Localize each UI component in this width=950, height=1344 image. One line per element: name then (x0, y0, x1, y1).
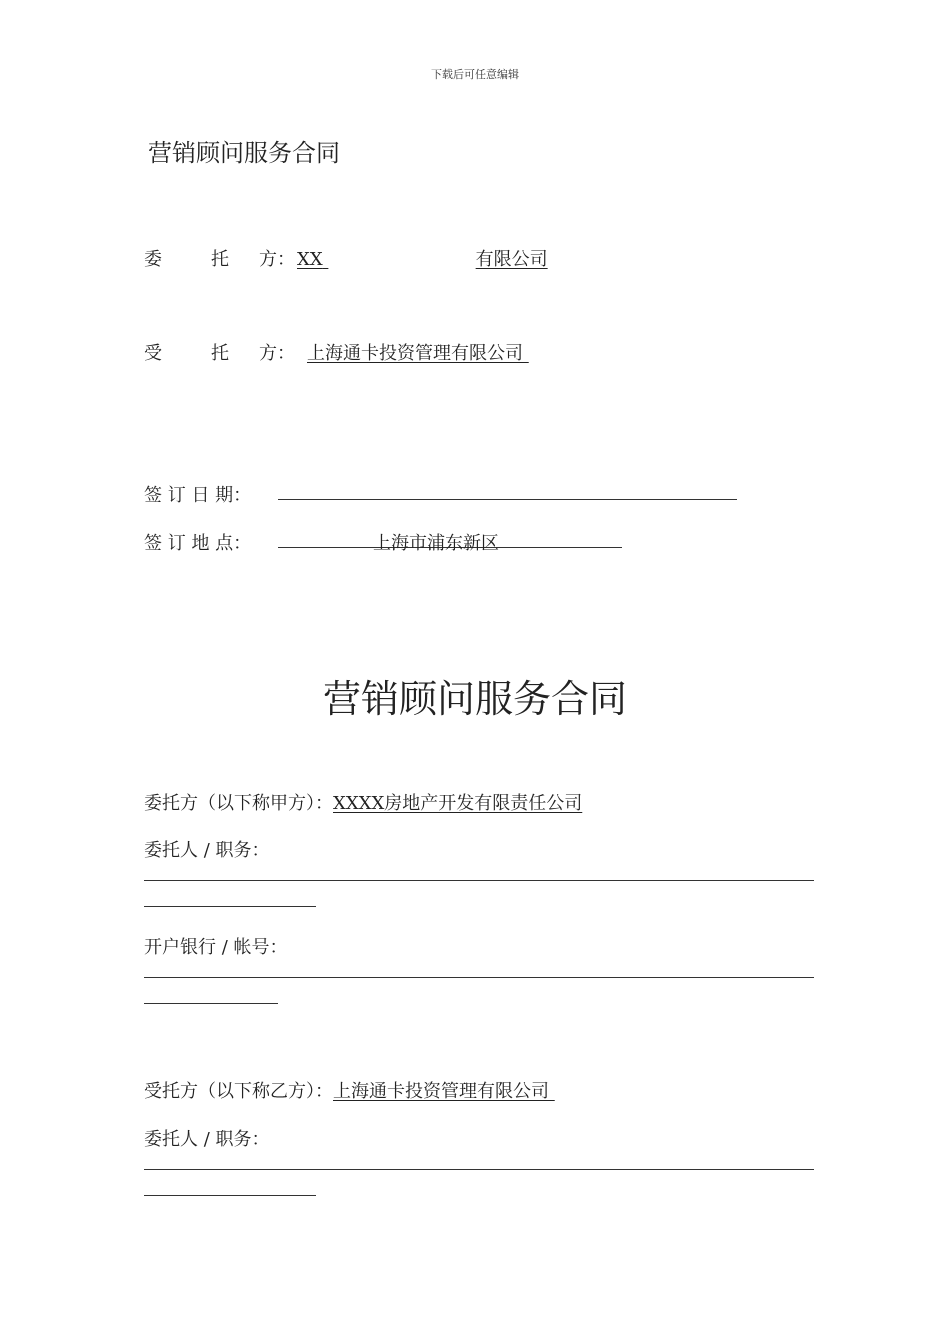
agent-label-char-3: 方： (259, 343, 295, 364)
sign-date-line (278, 499, 737, 500)
party-b-row (144, 1077, 569, 1103)
sign-place-label: 签 订 地 点： (144, 533, 252, 554)
party-b-rep-line-1 (144, 1169, 814, 1170)
party-a-label: 委托方（以下称甲方）： (144, 793, 333, 814)
party-b-rep-label: 委托人 / 职务： (144, 1129, 270, 1150)
client-name-gap (323, 249, 476, 270)
party-a-row (144, 789, 582, 815)
party-a-bank-line-2 (144, 1003, 278, 1004)
party-b-rep-line-2 (144, 1195, 316, 1196)
agent-label-char-1: 受 (144, 343, 162, 364)
party-b-name: 上海通卡投资管理有限公司 (333, 1081, 549, 1102)
party-b-label: 受托方（以下称乙方）： (144, 1081, 333, 1102)
client-name-suffix: 有限公司 (475, 249, 548, 270)
client-name-prefix: XX (297, 249, 323, 270)
cover-title: 营销顾问服务合同 (148, 139, 340, 167)
agent-name: 上海通卡投资管理有限公司 (307, 343, 523, 364)
client-name-field (297, 245, 546, 269)
header-note: 下载后可任意编辑 (431, 68, 519, 81)
party-a-rep-line-2 (144, 906, 316, 907)
party-a-bank-label: 开户银行 / 帐号： (144, 937, 288, 958)
contract-title: 营销顾问服务合同 (322, 677, 627, 721)
party-b-name-trail (549, 1081, 569, 1102)
sign-place-value: 上海市浦东新区 (373, 533, 499, 554)
agent-label-char-2: 托 (211, 343, 229, 364)
agent-name-trail (523, 343, 543, 364)
party-a-name: XXXX房地产开发有限责任公司 (333, 793, 583, 814)
party-a-bank-line-1 (144, 977, 814, 978)
client-label-char-1: 委 (144, 249, 162, 270)
sign-date-label: 签 订 日 期： (144, 485, 252, 506)
client-label-char-2: 托 (211, 249, 229, 270)
client-label-char-3: 方： (259, 249, 295, 270)
agent-name-field (307, 339, 543, 365)
party-a-rep-line-1 (144, 880, 814, 881)
party-a-rep-label: 委托人 / 职务： (144, 840, 270, 861)
